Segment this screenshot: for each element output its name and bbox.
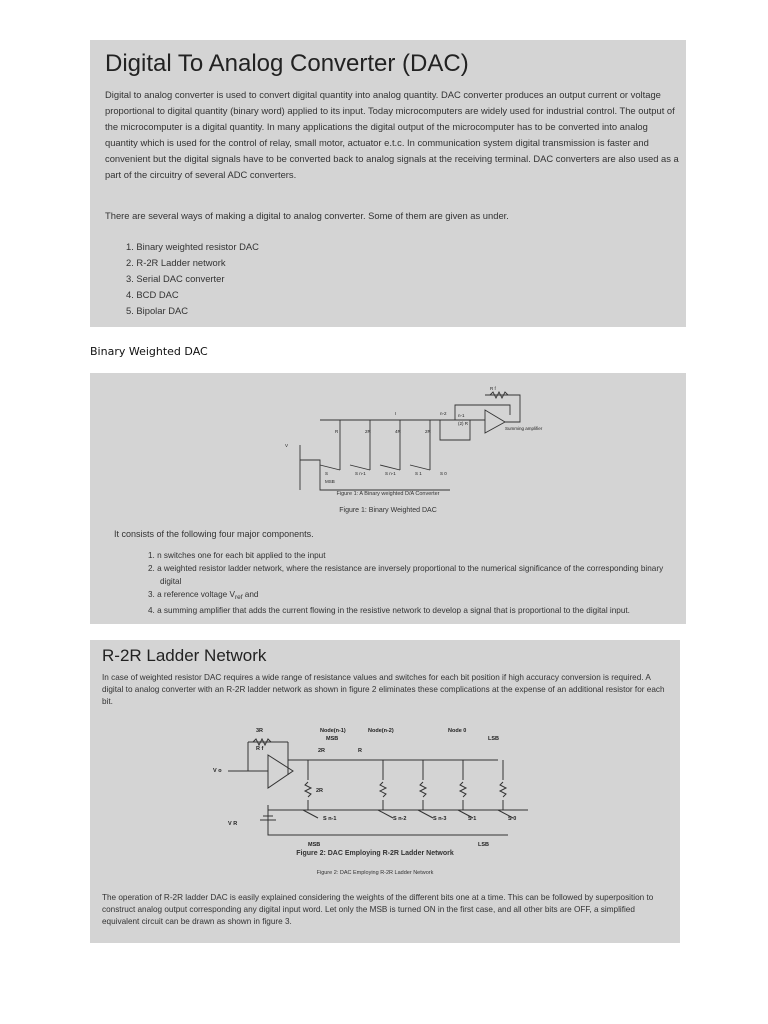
figure1-caption-small: Figure 1: A Binary weighted D/A Converter — [336, 491, 440, 497]
r3-label: 3R — [256, 728, 264, 734]
summing-amp-label: Summing amplifier — [505, 426, 543, 431]
i-label: I — [395, 411, 397, 416]
msb-label: MSB — [325, 479, 335, 484]
list-item: 1. Binary weighted resistor DAC — [126, 241, 259, 252]
s-label: S — [325, 471, 329, 476]
r2r-paragraph-1: In case of weighted resistor DAC requires a wide range of resistance values and switches for each bit position if high accuracy conversion is required. A digital to analog converter with an R-2R ladder network as shown in figure 2 eliminates these complications at the expense of an additional resistor for each bit. — [102, 673, 665, 706]
page-title: Digital To Analog Converter (DAC) — [105, 50, 469, 77]
list-item: 3. a reference voltage $V_{ref}$ and — [148, 590, 259, 601]
r-2r-label: 2R — [318, 748, 326, 754]
r-label: R — [335, 429, 339, 434]
sn2-label: S n-1 — [385, 471, 396, 476]
dac-types-list — [126, 239, 259, 319]
s1-label: S 1 — [415, 471, 422, 476]
r2r-ladder-panel — [90, 640, 680, 943]
dac-intro-panel — [90, 40, 686, 327]
node-n2-label: Node(n-2) — [368, 728, 394, 734]
list-item: 4. a summing amplifier that adds the current flowing in the resistive network to develop a signal that is proportional to the digital input. — [148, 606, 630, 615]
figure2-caption: Figure 2: DAC Employing R-2R Ladder Network — [296, 850, 454, 857]
r2r-ladder-circuit-diagram — [208, 720, 528, 850]
vr-label: V R — [228, 821, 238, 827]
sn1-label: S n-1 — [355, 471, 366, 476]
s0-label: S 0 — [440, 471, 447, 476]
list-item: 2. a weighted resistor ladder network, where the resistance are inversely proportional to the numerical significance of the corresponding binary digital — [148, 564, 664, 586]
ways-intro: There are several ways of making a digital to analog converter. Some of them are given as under. — [105, 210, 509, 221]
binary-weighted-heading: Binary Weighted DAC — [90, 345, 208, 358]
list-item: 4. BCD DAC — [126, 289, 179, 300]
node-n1-label: Node(n-1) — [320, 728, 346, 734]
r4-label: 4R — [395, 429, 401, 434]
s0-label: S 0 — [508, 816, 517, 822]
node-label: n-2 — [440, 411, 447, 416]
node0-label: Node 0 — [448, 728, 467, 734]
r2-label: 2R — [365, 429, 371, 434]
sn3-label: S n-3 — [433, 816, 447, 822]
rf-label: R f — [490, 386, 496, 391]
binary-weighted-panel — [90, 373, 686, 624]
r-label: R — [358, 748, 362, 754]
r2r-paragraph-2: The operation of R-2R ladder DAC is easily explained considering the weights of the different bits one at a time. This can be followed by superposition to construct analog output corresponding any digital input word. Let only the MSB is turned ON in the first case, and all other bits are OFF, a simplified equivalent circuit can be drawn as shown in figure 3. — [102, 893, 654, 926]
s1-label: S 1 — [468, 816, 477, 822]
list-item: 3. Serial DAC converter — [126, 273, 225, 284]
vin-label: V — [285, 443, 289, 448]
figure2-caption-small: Figure 2: DAC Employing R-2R Ladder Network — [316, 870, 434, 876]
in2-label: (2) R — [458, 421, 468, 426]
rf-label: R f — [256, 746, 264, 752]
shunt-2r-label: 2R — [316, 788, 324, 794]
vo-label: V o — [213, 768, 222, 774]
components-list — [148, 549, 668, 617]
lsb-top-label: LSB — [488, 736, 499, 742]
sn1-label: S n-1 — [323, 816, 337, 822]
lsb-label: LSB — [478, 842, 489, 848]
binary-weighted-circuit-diagram — [280, 385, 580, 500]
msb-label: MSB — [308, 842, 321, 848]
components-intro: It consists of the following four major components. — [114, 529, 314, 539]
n1-label: n-1 — [458, 413, 465, 418]
r8-label: 2R — [425, 429, 431, 434]
intro-paragraph: Digital to analog converter is used to convert digital quantity into analog quantity. DAC converter produces an output current or voltage proportional to digital quantity (binary word) applied to its input. Today microcomputers are widely used for industrial control. The output of the microcomputer is a digital quantity. In many applications the digital output of the microcomputer has to be converted into analog quantity which is used for the control of relay, small motor, actuator e.t.c. In communication system digital transmission is faster and convenient but the digital signals have to be converted back to analog signals at the receiving terminal. DAC converters are also used as a part of the circuitry of several ADC converters. — [105, 89, 679, 180]
list-item: 1. n switches one for each bit applied to the input — [148, 551, 326, 560]
list-item: 2. R-2R Ladder network — [126, 257, 226, 268]
figure1-caption: Figure 1: Binary Weighted DAC — [339, 507, 437, 514]
msb-top-label: MSB — [326, 736, 339, 742]
r2r-title: R-2R Ladder Network — [102, 646, 267, 665]
list-item: 5. Bipolar DAC — [126, 305, 189, 316]
sn2-label: S n-2 — [393, 816, 407, 822]
